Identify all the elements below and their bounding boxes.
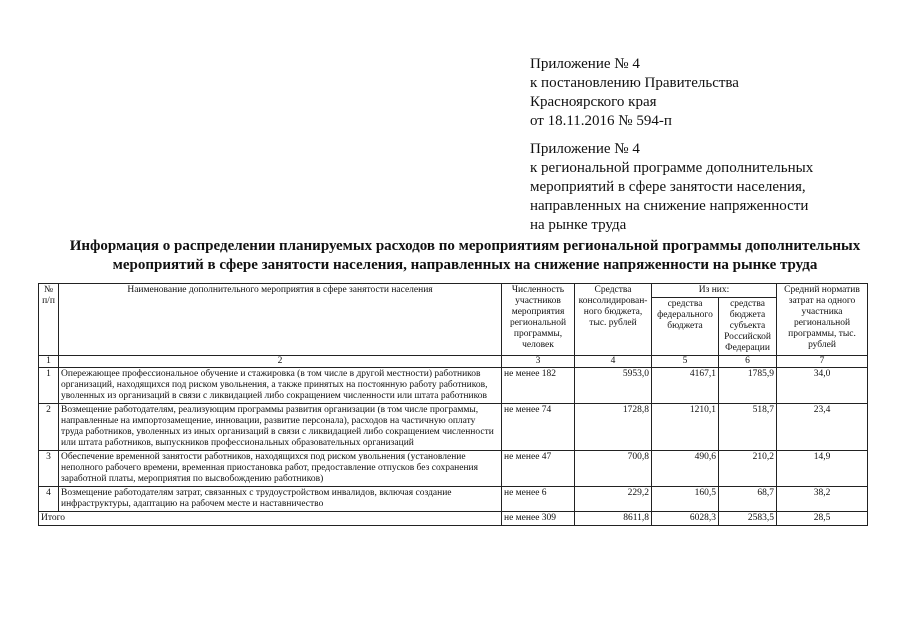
row-consolidated: 700,8 (575, 451, 652, 487)
row-average: 34,0 (777, 368, 868, 404)
row-participants: не менее 6 (502, 487, 575, 512)
row-name: Возмещение работодателям, реализующим программы развития организации (в том числе программы, направленные на импортозамещение, инновации, развитие персонала), расходов на частичную оплату труда работников, уволенных из иных организаций в связи с ликвидацией либо сокращением численности или штата работников, выпускников профессиональных образовательных организаций (59, 404, 502, 451)
appendix-line: Красноярского края (530, 94, 657, 110)
column-number: 5 (652, 356, 719, 368)
table-header-row (39, 284, 868, 298)
row-regional: 1785,9 (719, 368, 777, 404)
header-consolidated: Средства консолидирован-ного бюджета, тыс. рублей (575, 284, 652, 356)
row-num: 1 (39, 368, 59, 404)
row-consolidated: 5953,0 (575, 368, 652, 404)
row-federal: 4167,1 (652, 368, 719, 404)
row-num: 3 (39, 451, 59, 487)
column-number: 6 (719, 356, 777, 368)
appendix-line: на рынке труда (530, 217, 627, 233)
row-federal: 490,6 (652, 451, 719, 487)
row-participants: не менее 47 (502, 451, 575, 487)
row-num: 2 (39, 404, 59, 451)
appendix-line: к региональной программе дополнительных (530, 160, 814, 176)
total-regional: 2583,5 (719, 512, 777, 526)
title-line-1: Информация о распределении планируемых расходов по мероприятиям региональной программы дополнительных (69, 238, 861, 254)
header-of-which: Из них: (652, 284, 777, 298)
column-number: 4 (575, 356, 652, 368)
title-line-2: мероприятий в сфере занятости населения, направленных на снижение напряженности на рынке труда (112, 257, 818, 273)
row-name: Опережающее профессиональное обучение и стажировка (в том числе в другой местности) работников организаций, находящихся под риском увольнения, а также принятых на постоянную работу работников, уволенных из организаций в связи с ликвидацией либо сокращением численности или штата работников (59, 368, 502, 404)
row-regional: 210,2 (719, 451, 777, 487)
column-number: 3 (502, 356, 575, 368)
appendix-line: направленных на снижение напряженности (530, 198, 809, 214)
header-federal: средства федерального бюджета (652, 298, 719, 356)
row-average: 38,2 (777, 487, 868, 512)
header-name: Наименование дополнительного мероприятия в сфере занятости населения (59, 284, 502, 356)
table-row (39, 368, 868, 404)
row-regional: 68,7 (719, 487, 777, 512)
total-row (39, 512, 868, 526)
header-num: № п/п (39, 284, 59, 356)
row-average: 14,9 (777, 451, 868, 487)
appendix-line: от 18.11.2016 № 594-п (530, 113, 672, 129)
total-federal: 6028,3 (652, 512, 719, 526)
appendix-resolution (530, 55, 739, 131)
row-participants: не менее 182 (502, 368, 575, 404)
row-name: Возмещение работодателям затрат, связанных с трудоустройством инвалидов, включая создание инфраструктуры, адаптацию на рабочем месте и наставничество (59, 487, 502, 512)
table-row (39, 451, 868, 487)
table-row (39, 404, 868, 451)
column-number-row (39, 356, 868, 368)
appendix-line: мероприятий в сфере занятости населения, (530, 179, 806, 195)
row-federal: 1210,1 (652, 404, 719, 451)
row-average: 23,4 (777, 404, 868, 451)
header-regional: средства бюджета субъекта Российской Федерации (719, 298, 777, 356)
total-participants: не менее 309 (502, 512, 575, 526)
row-consolidated: 1728,8 (575, 404, 652, 451)
table-row (39, 487, 868, 512)
row-consolidated: 229,2 (575, 487, 652, 512)
column-number: 7 (777, 356, 868, 368)
column-number: 1 (39, 356, 59, 368)
appendix-line: к постановлению Правительства (530, 75, 739, 91)
expense-distribution-table (38, 283, 868, 526)
total-consolidated: 8611,8 (575, 512, 652, 526)
row-participants: не менее 74 (502, 404, 575, 451)
appendix-line: Приложение № 4 (530, 56, 640, 72)
appendix-program (530, 140, 813, 235)
row-regional: 518,7 (719, 404, 777, 451)
header-participants: Численность участников мероприятия региональной программы, человек (502, 284, 575, 356)
row-num: 4 (39, 487, 59, 512)
appendix-line: Приложение № 4 (530, 141, 640, 157)
document-title (40, 237, 890, 275)
row-federal: 160,5 (652, 487, 719, 512)
total-average: 28,5 (777, 512, 868, 526)
row-name: Обеспечение временной занятости работников, находящихся под риском увольнения (установление неполного рабочего времени, временная приостановка работ, предоставление отпусков без сохранения заработной платы, мероприятия по высвобождению работников) (59, 451, 502, 487)
header-average: Средний норматив затрат на одного участника региональной программы, тыс. рублей (777, 284, 868, 356)
column-number: 2 (59, 356, 502, 368)
total-label: Итого (39, 512, 502, 526)
